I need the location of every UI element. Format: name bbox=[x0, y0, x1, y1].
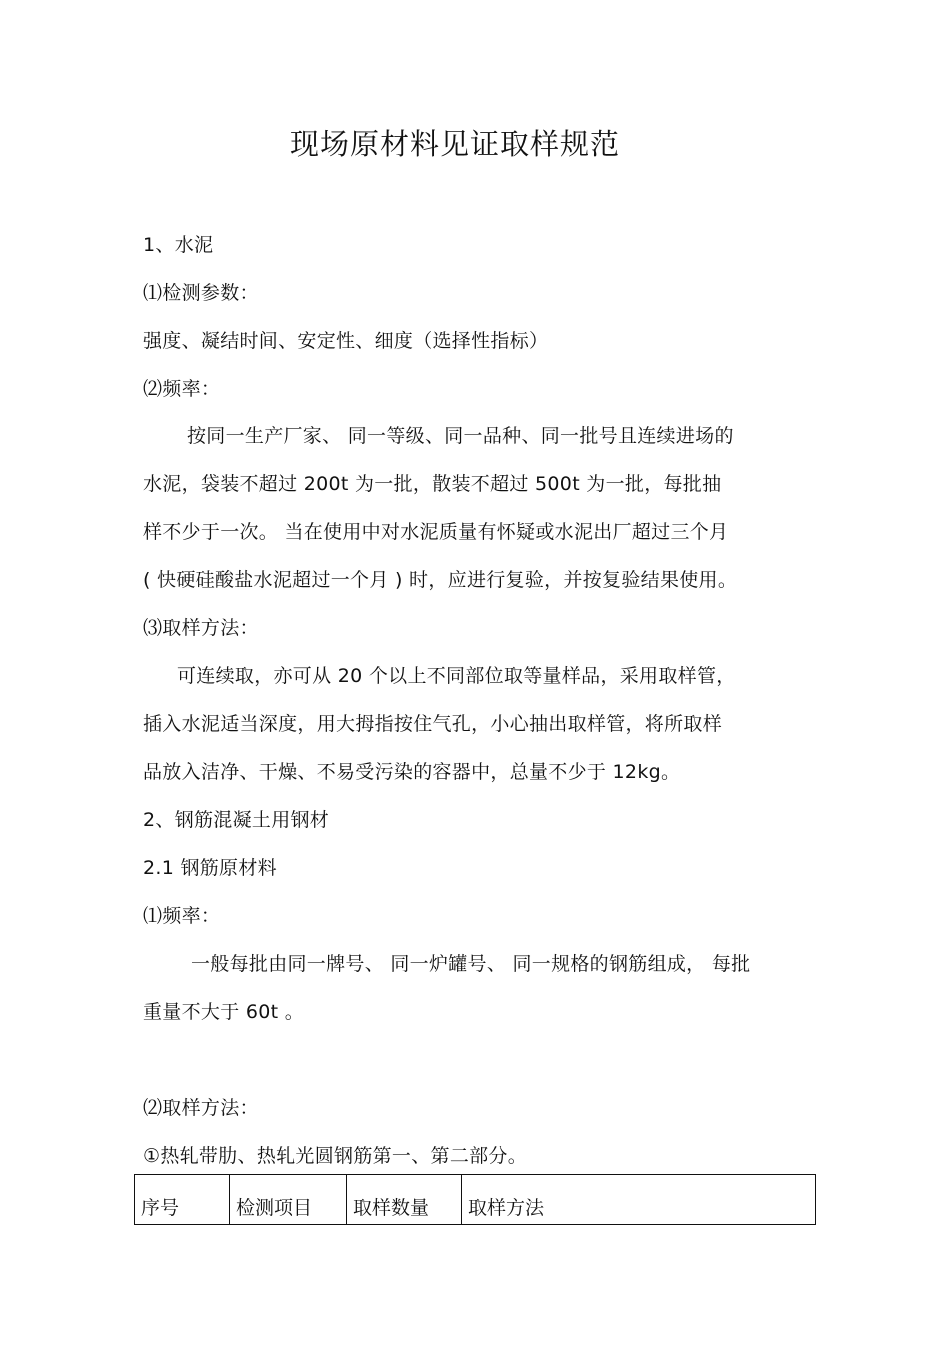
paragraph-line: 重量不大于 60t 。 bbox=[143, 1001, 305, 1023]
section-heading-cement: 1、水泥 bbox=[143, 234, 214, 256]
table-header-cell: 取样数量 bbox=[347, 1175, 462, 1225]
paragraph-params-list: 强度、凝结时间、安定性、细度（选择性指标） bbox=[143, 330, 549, 352]
subheading-sampling-method: ⑵取样方法： bbox=[143, 1097, 259, 1119]
table-header-cell: 取样方法 bbox=[462, 1175, 816, 1225]
sampling-table bbox=[134, 1174, 816, 1225]
section-heading-steel: 2、钢筋混凝土用钢材 bbox=[143, 809, 330, 831]
paragraph-line: 按同一生产厂家、 同一等级、同一品种、同一批号且连续进场的 bbox=[187, 425, 734, 447]
paragraph-line: 可连续取，亦可从 20 个以上不同部位取等量样品，采用取样管， bbox=[177, 665, 736, 687]
table-header-cell: 检测项目 bbox=[230, 1175, 347, 1225]
subsection-heading-rebar: 2.1 钢筋原材料 bbox=[143, 857, 277, 879]
subheading-sampling-method: ⑶取样方法： bbox=[143, 617, 259, 639]
paragraph-line: 一般每批由同一牌号、 同一炉罐号、 同一规格的钢筋组成， 每批 bbox=[191, 953, 751, 975]
subheading-frequency: ⑵频率： bbox=[143, 378, 221, 400]
item-heading-hot-rolled: ①热轧带肋、热轧光圆钢筋第一、第二部分。 bbox=[143, 1145, 528, 1167]
paragraph-line: 品放入洁净、干燥、不易受污染的容器中，总量不少于 12kg。 bbox=[143, 761, 681, 783]
subheading-test-params: ⑴检测参数： bbox=[143, 282, 259, 304]
paragraph-line: 插入水泥适当深度，用大拇指按住气孔，小心抽出取样管，将所取样 bbox=[143, 713, 723, 735]
subheading-frequency: ⑴频率： bbox=[143, 905, 221, 927]
table-header-cell: 序号 bbox=[135, 1175, 230, 1225]
paragraph-line: 水泥，袋装不超过 200t 为一批，散装不超过 500t 为一批，每批抽 bbox=[143, 473, 722, 495]
paragraph-line: 样不少于一次。 当在使用中对水泥质量有怀疑或水泥出厂超过三个月 bbox=[143, 521, 729, 543]
table-header-row bbox=[135, 1175, 816, 1225]
paragraph-line: ( 快硬硅酸盐水泥超过一个月 ) 时，应进行复验，并按复验结果使用。 bbox=[143, 569, 738, 591]
document-title: 现场原材料见证取样规范 bbox=[289, 127, 620, 161]
